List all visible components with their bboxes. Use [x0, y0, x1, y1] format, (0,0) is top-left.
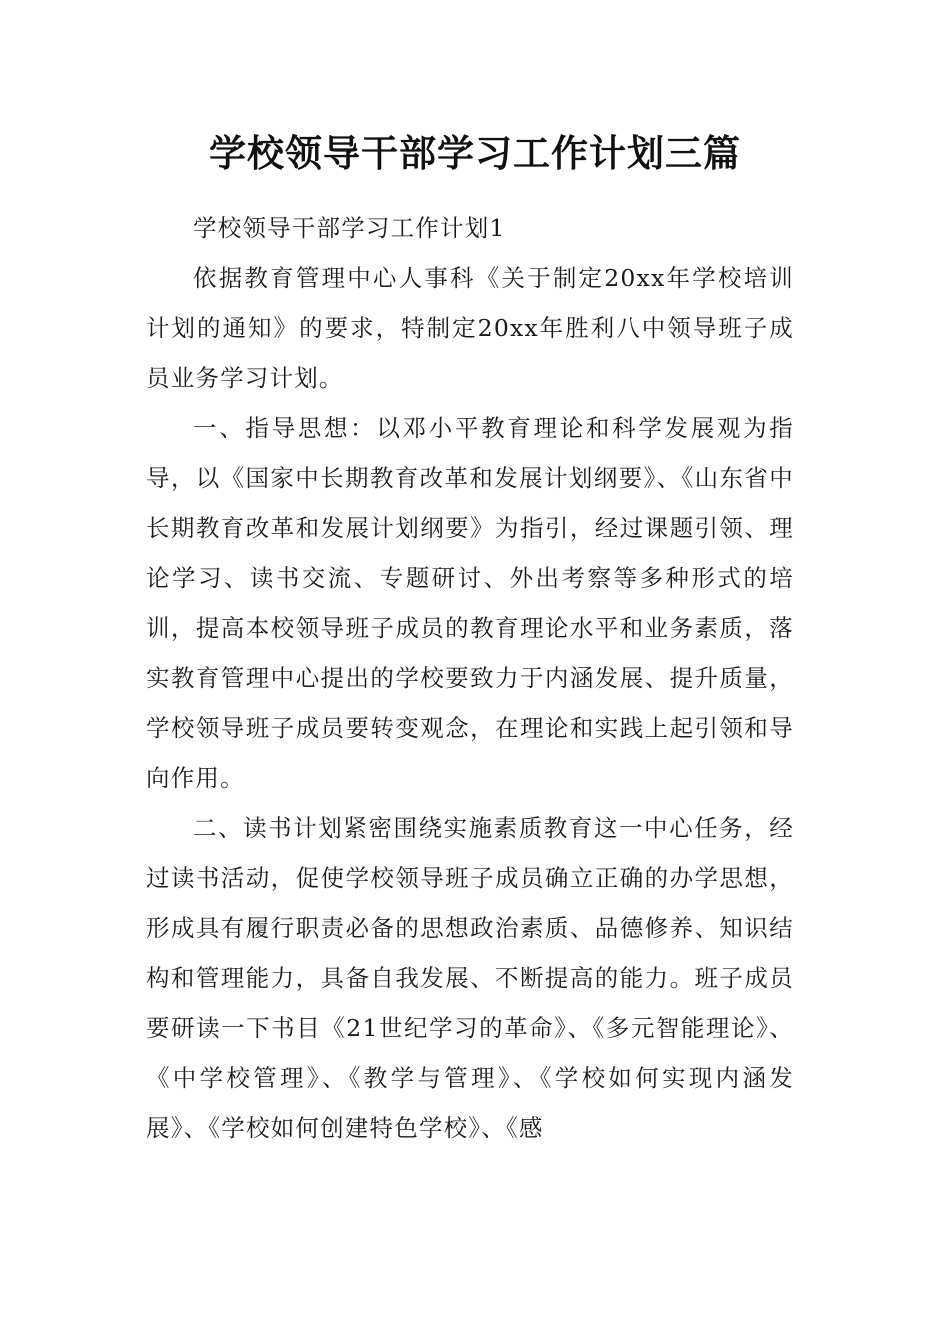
section-heading: 学校领导干部学习工作计划1	[193, 214, 506, 242]
guiding-ideology-paragraph: 一、指导思想：以邓小平教育理论和科学发展观为指导，以《国家中长期教育改革和发展计划纲要》、《山东省中长期教育改革和发展计划纲要》为指引，经过课题引领、理论学习、读书交流、专题研讨、外出考察等多种形式的培训，提高本校领导班子成员的教育理论水平和业务素质，落实教育管理中心提出的学校要致力于内涵发展、提升质量，学校领导班子成员要转变观念，在理论和实践上起引领和导向作用。	[146, 414, 794, 792]
document-body	[146, 203, 794, 1153]
document-title: 学校领导干部学习工作计划三篇	[209, 132, 741, 175]
reading-plan-paragraph: 二、读书计划紧密围绕实施素质教育这一中心任务，经过读书活动，促使学校领导班子成员确立正确的办学思想，形成具有履行职责必备的思想政治素质、品德修养、知识结构和管理能力，具备自我发展、不断提高的能力。班子成员要研读一下书目《21世纪学习的革命》、《多元智能理论》、《中学校管理》、《教学与管理》、《学校如何实现内涵发展》、《学校如何创建特色学校》、《感	[146, 814, 794, 1142]
intro-paragraph: 依据教育管理中心人事科《关于制定20xx年学校培训计划的通知》的要求，特制定20xx年胜利八中领导班子成员业务学习计划。	[146, 264, 794, 392]
